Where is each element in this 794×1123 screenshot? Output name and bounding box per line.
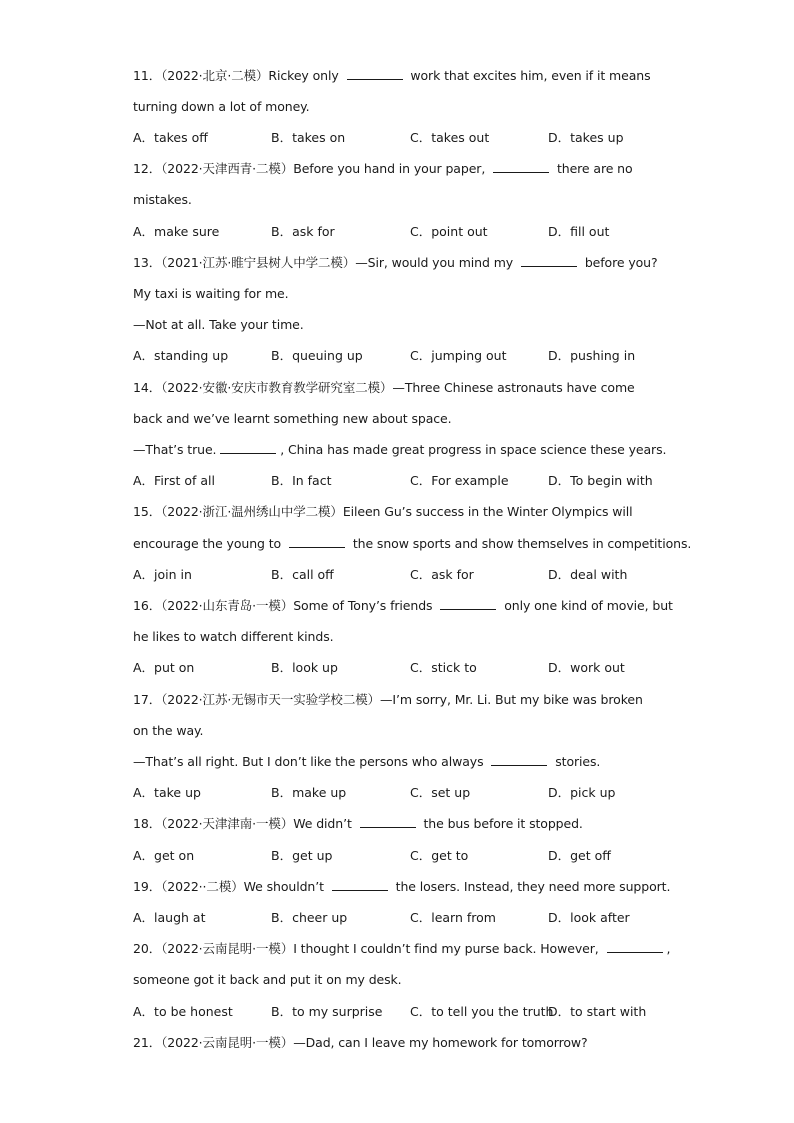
answer-blank xyxy=(332,879,388,891)
answer-blank xyxy=(347,68,403,80)
question-20-line-2: someone got it back and put it on my desk. xyxy=(133,972,402,987)
option-b: B．ask for xyxy=(271,224,335,239)
question-16-line-1: 16．（2022·山东青岛·一模）Some of Tony’s friends only one kind of movie, but xyxy=(133,598,673,613)
option-c: C．For example xyxy=(410,473,509,488)
option-b: B．to my surprise xyxy=(271,1004,383,1019)
option-b: B．get up xyxy=(271,848,333,863)
option-d: D．pushing in xyxy=(548,348,636,363)
question-14-line-1: 14．（2022·安徽·安庆市教育教学研究室二模）—Three Chinese astronauts have come xyxy=(133,380,635,395)
answer-blank xyxy=(521,255,577,267)
option-b: B．make up xyxy=(271,785,347,800)
question-19-line-1: 19．（2022··二模）We shouldn’t the losers. Instead, they need more support. xyxy=(133,879,671,894)
option-b: B．look up xyxy=(271,660,338,675)
question-18-line-1: 18．（2022·天津津南·一模）We didn’t the bus before it stopped. xyxy=(133,816,583,831)
question-13-line-1: 13．（2021·江苏·睢宁县树人中学二模）—Sir, would you mind my before you? xyxy=(133,255,658,270)
answer-blank xyxy=(289,536,345,548)
option-c: C．set up xyxy=(410,785,471,800)
option-d: D．deal with xyxy=(548,567,628,582)
question-11-line-1: 11．（2022·北京·二模）Rickey only work that excites him, even if it means xyxy=(133,68,651,83)
question-13-line-3: —Not at all. Take your time. xyxy=(133,317,304,332)
question-21-line-1: 21．（2022·云南昆明·一模）—Dad, can I leave my homework for tomorrow? xyxy=(133,1035,588,1050)
option-c: C．learn from xyxy=(410,910,496,925)
option-b: B．call off xyxy=(271,567,334,582)
option-b: B．cheer up xyxy=(271,910,348,925)
option-b: B．In fact xyxy=(271,473,332,488)
question-12-line-1: 12．（2022·天津西青·二模）Before you hand in your paper, there are no xyxy=(133,161,633,176)
option-d: D．work out xyxy=(548,660,625,675)
answer-blank xyxy=(493,161,549,173)
question-17-line-2: on the way. xyxy=(133,723,204,738)
option-c: C．point out xyxy=(410,224,488,239)
option-d: D．takes up xyxy=(548,130,624,145)
answer-blank xyxy=(607,941,663,953)
option-d: D．to start with xyxy=(548,1004,647,1019)
question-20-line-1: 20．（2022·云南昆明·一模）I thought I couldn’t find my purse back. However, , xyxy=(133,941,671,956)
option-a: A．join in xyxy=(133,567,192,582)
option-a: A．get on xyxy=(133,848,195,863)
option-a: A．take up xyxy=(133,785,201,800)
option-a: A．make sure xyxy=(133,224,220,239)
option-a: A．to be honest xyxy=(133,1004,233,1019)
question-12-line-2: mistakes. xyxy=(133,192,192,207)
question-16-line-2: he likes to watch different kinds. xyxy=(133,629,334,644)
answer-blank xyxy=(491,754,547,766)
option-a: A．standing up xyxy=(133,348,229,363)
option-d: D．fill out xyxy=(548,224,610,239)
option-d: D．get off xyxy=(548,848,611,863)
option-a: A．laugh at xyxy=(133,910,206,925)
question-17-line-1: 17．（2022·江苏·无锡市天一实验学校二模）—I’m sorry, Mr. Li. But my bike was broken xyxy=(133,692,643,707)
option-b: B．queuing up xyxy=(271,348,363,363)
answer-blank xyxy=(220,442,276,454)
question-13-line-2: My taxi is waiting for me. xyxy=(133,286,289,301)
option-c: C．ask for xyxy=(410,567,474,582)
option-c: C．stick to xyxy=(410,660,477,675)
option-c: C．jumping out xyxy=(410,348,507,363)
option-c: C．to tell you the truth xyxy=(410,1004,554,1019)
question-15-line-1: 15．（2022·浙江·温州绣山中学二模）Eileen Gu’s success in the Winter Olympics will xyxy=(133,504,633,519)
question-11-line-2: turning down a lot of money. xyxy=(133,99,310,114)
option-c: C．get to xyxy=(410,848,469,863)
question-17-line-3: —That’s all right. But I don’t like the persons who always stories. xyxy=(133,754,601,769)
option-d: D．To begin with xyxy=(548,473,653,488)
option-a: A．takes off xyxy=(133,130,208,145)
option-a: A．put on xyxy=(133,660,195,675)
answer-blank xyxy=(360,816,416,828)
question-14-line-2: back and we’ve learnt something new about space. xyxy=(133,411,452,426)
question-15-line-2: encourage the young to the snow sports and show themselves in competitions. xyxy=(133,536,692,551)
option-c: C．takes out xyxy=(410,130,490,145)
option-d: D．pick up xyxy=(548,785,616,800)
option-d: D．look after xyxy=(548,910,630,925)
option-b: B．takes on xyxy=(271,130,346,145)
option-a: A．First of all xyxy=(133,473,215,488)
question-14-line-3: —That’s true. , China has made great progress in space science these years. xyxy=(133,442,667,457)
answer-blank xyxy=(440,598,496,610)
